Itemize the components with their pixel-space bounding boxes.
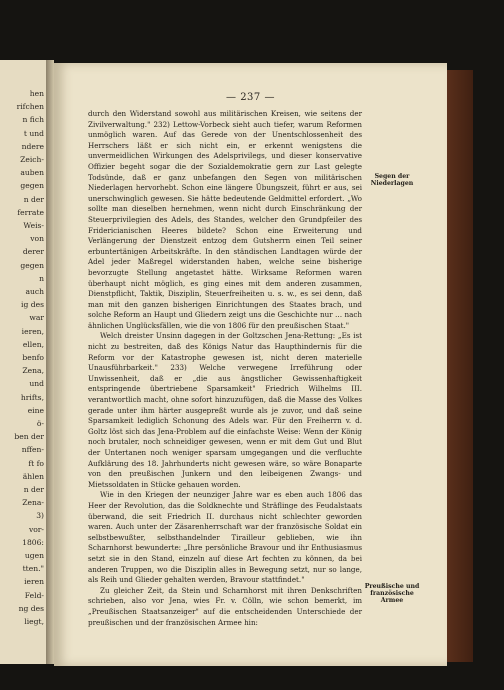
left-page-line: Weis- <box>23 221 44 230</box>
book-gutter <box>46 60 54 664</box>
left-page-line: auben <box>20 168 44 178</box>
left-page-line: t und <box>23 128 44 138</box>
left-page-line: nffen- <box>21 445 44 455</box>
left-page-line: eine <box>27 405 44 415</box>
page-body-text <box>88 109 362 628</box>
left-page-line: ö- <box>36 419 44 428</box>
left-page-line: 1806: <box>22 537 44 547</box>
margin-note-armee: Preußische und französische Armee <box>364 583 420 605</box>
left-page-line: n <box>39 273 44 283</box>
left-page-line: gegen <box>20 181 44 191</box>
left-page-line: n der <box>23 194 44 204</box>
left-page-line: liegt, <box>24 617 44 626</box>
left-page-line: war <box>29 313 44 323</box>
left-page <box>0 60 47 664</box>
paragraph-4: Zu gleicher Zeit, da Stein und Scharnhorst mit ihren Denkschriften schrieben, also vor Jena, wies Fr. v. Cölln, wie schon bemerkt, im „Preußischen Staatsanzeiger" auf die entscheidenden Unterschiede der preußischen und der französischen Armee hin: <box>88 585 362 627</box>
paragraph-2: Welch dreister Unsinn dagegen in der Goltzschen Jena-Rettung: „Es ist nicht zu bestreiten, daß des Königs Natur das Haupthindernis für die Reform vor der Katastrophe gewesen ist, nicht deren materielle Unausführbarkeit." 233) Welche verwegene Irreführung oder Unwissenheit, daß er „die aus ängstlicher Gewissenhaftigkeit entspringende übertriebene Sparsamkeit" Friedrich Wilhelms III. verantwortlich macht, ohne sofort hinzuzufügen, daß die Masse des Volkes gerade unter ihm härter ausgepreßt wurde als je zuvor, und daß seine Sparsamkeit lediglich Schonung des Adels war. Für den Freiherrn v. d. Goltz löst sich das Jena-Problem auf die einfachste Weise: Wenn der König noch brutaler, noch schneidiger gewesen, wenn er mit dem Gut und Blut der Untertanen noch weniger sparsam umgegangen und die verfluchte Aufklärung des 18. Jahrhunderts nicht gewesen wäre, so wäre Bonaparte von den preußischen Junkern und den leibeigenen Zwangs- und Mietssoldaten in Stücke gehauen worden. <box>88 331 362 489</box>
left-page-line: ig des <box>21 300 44 310</box>
book-cover-edge <box>447 70 473 662</box>
left-page-line: n fich <box>22 115 44 125</box>
left-page-line: tten." <box>22 564 44 574</box>
margin-note-niederlagen: Segen der Niederlagen <box>370 173 414 188</box>
left-page-line: auch <box>25 287 44 296</box>
left-page-line: Zena- <box>22 498 44 508</box>
left-page-line: ben der <box>14 432 44 442</box>
left-page-line: ieren, <box>21 326 44 336</box>
left-page-line: derer <box>22 247 44 257</box>
left-page-line: vor- <box>28 524 44 534</box>
left-page-line: ng des <box>18 603 44 613</box>
left-page-line: 3) <box>36 511 44 521</box>
left-page-line: gegen <box>20 260 44 270</box>
left-page-line: n der <box>23 485 44 494</box>
left-page-line: und <box>29 379 44 389</box>
left-page-line: ellen, <box>22 339 44 349</box>
left-page-line: hrifts, <box>20 392 44 402</box>
left-page-line: ieren <box>24 577 44 587</box>
left-page-line: rifchen <box>16 102 44 112</box>
left-page-line: ft fo <box>28 458 44 468</box>
left-page-line: Zena, <box>22 366 44 376</box>
left-page-line: Zeich- <box>20 155 44 164</box>
left-page-line: ählen <box>22 471 44 481</box>
paragraph-3: Wie in den Kriegen der neunziger Jahre war es eben auch 1806 das Heer der Revolution, das die Soldknechte und Sträflinge des Feudalstaats überwand, die seit Friedrich II. durchaus nicht schlechter geworden waren. Auch unter der Zäsarenherrschaft war der französische Soldat ein selbstbewußter, selbsthandelnder Tirailleur geblieben, wie ihn Scharnhorst bewunderte: „Ihre persönliche Bravour und ihr Enthusiasmus setzt sie in den Stand, einzeln auf diese Art fechten zu können, da bei anderen Truppen, wo die Disziplin alles in Bewegung setzt, nur so lange, als Reih und Glieder gehalten werden, Bravour stattfindet." <box>88 490 362 585</box>
page-number-header: — 237 — <box>226 92 275 103</box>
paragraph-1: durch den Widerstand sowohl aus militärischen Kreisen, wie seitens der Zivilverwaltung." 232) Lettow-Vorbeck sieht auch tiefer, warum Reformen unmöglich waren. Auf das Gerede von der Unentschlossenheit des Herrschers läßt er sich nicht ein, er erkennt wenigstens die unvermeidlichen Wirkungen des Adelsprivilegs, und dieser konservative Offizier begeht sogar die der Sozialdemokratie gern zur Last gelegte Todsünde, daß er ganz unbefangen den Segen von militärischen Niederlagen hervorhebt. Schon eine längere Übungszeit, führt er aus, sei unerschwinglich gewesen. Sie hätte bedeutende Geldmittel erfordert. „Wo sollte man dieselben hernehmen, wenn nicht durch Einschränkung der Steuerprivilegien des Adels, des Standes, welcher den Grundpfeiler des Fridericianischen Heeres bildete? Schon eine Erweiterung und Verlängerung der Dienstzeit entzog dem Gutsherrn einen Teil seiner erbuntertänigen Arbeitskräfte. In den ständischen Landtagen würde der Adel jeder Maßregel widerstanden haben, welche seine bisherige bevorzugte Stellung angetastet hätte. Wirksame Reformen waren überhaupt nicht möglich, es ging eines mit dem anderen zusammen, Dienstpflicht, Taktik, Disziplin, Steuerfreiheiten u. s. w., es sei denn, daß man mit den ganzen bisherigen Einrichtungen des Staates brach, und solche Reform an Haupt und Gliedern zeigt uns die Geschichte nur … nach ähnlichen Unglücksfällen, wie die von 1806 für den preußischen Staat." <box>88 109 362 330</box>
left-page-line: Feld- <box>24 590 44 600</box>
left-page-line: hen <box>29 89 44 98</box>
left-page-line: benfo <box>22 353 44 362</box>
left-page-line: ndere <box>21 141 44 151</box>
left-page-line: von <box>30 234 44 244</box>
left-page-line: ugen <box>24 551 44 560</box>
left-page-line: ferrate <box>17 207 44 217</box>
